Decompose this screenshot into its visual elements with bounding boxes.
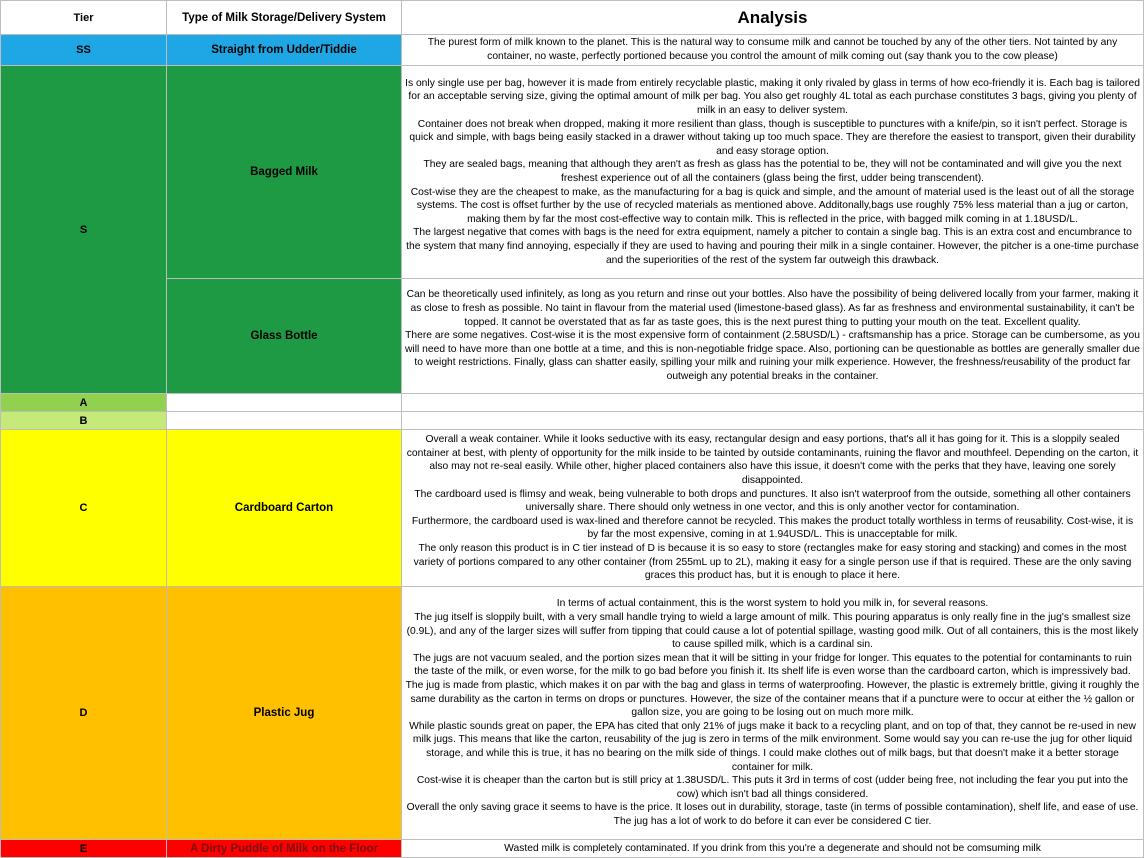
analysis-paragraph: The jug itself is sloppily built, with a very small handle trying to wield a large amount of milk. This pouring apparatus is only really fine in the jug's smallest size (0.9L), and any of the larger sizes will suffer from tipping that could cause a lot of potential spillage, wasting good milk. Out of all containers, this is the most likely to cause spilled milk, which is a cardinal sin. xyxy=(406,612,1139,651)
analysis-paragraph: Cost-wise they are the cheapest to make, as the manufacturing for a bag is quick and simple, and the amount of material used is the least out of all the storage systems. The cost is offset further by the use of recycled materials as mentioned above. Additonally,bags use roughly 75% less material than a jug or carton, making them by far the most cost-effective way to contain milk. This is reflected in the price, with bagged milk coming in at 1.18USD/L. xyxy=(410,186,1135,225)
tier-label-d: D xyxy=(1,587,167,840)
analysis-jug xyxy=(402,587,1144,840)
analysis-paragraph: The cardboard used is flimsy and weak, being vulnerable to both drops and punctures. It also isn't waterproof from the outside, something all other containers universally share. There should only wetness in one vector, and this is only another vector for contamination. xyxy=(414,488,1131,514)
analysis-udder xyxy=(402,35,1144,66)
system-name-b-empty xyxy=(167,412,402,430)
analysis-paragraph: Wasted milk is completely contaminated. If you drink from this you're a degenerate and should not be comsuming milk xyxy=(504,842,1041,854)
tier-row-a xyxy=(1,394,1144,412)
analysis-paragraph: In terms of actual containment, this is the worst system to hold you milk in, for several reasons. xyxy=(556,598,989,610)
analysis-a-empty xyxy=(402,394,1144,412)
analysis-paragraph: The jug is made from plastic, which makes it on par with the bag and glass in terms of waterproofing. However, the plastic is extremely brittle, giving it roughly the same durability as the carton in terms on drops or punctures. However, the size of the container means that if a puncture were to occur at either the ½ gallon or gallon size, you are going to be losing out on much more milk. xyxy=(405,680,1140,719)
analysis-paragraph: Cost-wise it is cheaper than the carton but is still pricy at 1.38USD/L. This puts it 3rd in terms of cost (udder being free, not including the fear you put into the cow) which isn't bad all things considered. xyxy=(416,775,1129,800)
analysis-paragraph: The purest form of milk known to the planet. This is the natural way to consume milk and cannot be touched by any of the other tiers. Not tainted by any container, no waste, perfectly portioned because you control the amount of milk coming out (say thank you to the cow please) xyxy=(427,37,1118,62)
analysis-paragraph: Overall a weak container. While it looks seductive with its easy, rectangular design and easy portions, that's all it has going for it. This is a sloppily sealed container at best, with plenty of opportunity for the milk inside to be tainted by outside contaminants, ruining the flavor and mouthfeel. Depending on the carton, it also may not re-seal easily. While other, higher placed containers also have this issue, it doesn't come with the perks that they have, leaving one sorely disappointed. xyxy=(406,434,1139,487)
analysis-puddle xyxy=(402,840,1144,858)
analysis-paragraph: Overall the only saving grace it seems to have is the price. It loses out in durability, storage, taste (in terms of possible contamination), shelf life, and ease of use. The jug has a lot of work to do before it can ever be considered C tier. xyxy=(406,802,1139,827)
tier-label-e: E xyxy=(1,840,167,858)
tier-row-d xyxy=(1,587,1144,840)
header-type: Type of Milk Storage/Delivery System xyxy=(167,1,402,35)
system-name-puddle: A Dirty Puddle of Milk on the Floor xyxy=(167,840,402,858)
analysis-carton xyxy=(402,430,1144,587)
system-name-bagged: Bagged Milk xyxy=(167,66,402,279)
analysis-paragraph: The only reason this product is in C tier instead of D is because it is so easy to store (rectangles make for easy storing and stacking) and comes in the most variety of portions compared to any other container (from 255mL up to 2L), making it easy for a single person use if that is required. These are the only saving graces this product has, but it is enough to place it here. xyxy=(413,542,1132,582)
tier-label-b: B xyxy=(1,412,167,430)
tier-label-c: C xyxy=(1,430,167,587)
tier-row-s-bagged xyxy=(1,66,1144,279)
header-row xyxy=(1,1,1144,35)
system-name-a-empty xyxy=(167,394,402,412)
analysis-paragraph: Container does not break when dropped, making it more resilient than glass, though is susceptible to punctures with a knife/pin, so it isn't perfect. Storage is quick and simple, with bags being easily stacked in a drawer without taking up too much space. They are therefore the easiest to transport, given their durability and easy storage option. xyxy=(409,118,1136,157)
system-name-udder: Straight from Udder/Tiddie xyxy=(167,35,402,66)
analysis-paragraph: While plastic sounds great on paper, the EPA has cited that only 21% of jugs make it back to a recycling plant, and on top of that, they cannot be re-used in new milk jugs. This means that like the carton, reusability of the jug is zero in terms of the milk environment. Some would say you can re-use the jug for other liquid storage, and while this is true, it has no bearing on the milk side of things. I could make clothes out of milk bags, but that doesn't make it a better storage container for milk. xyxy=(409,720,1136,773)
system-name-carton: Cardboard Carton xyxy=(167,430,402,587)
tier-row-c xyxy=(1,430,1144,587)
tier-row-ss xyxy=(1,35,1144,66)
analysis-bagged xyxy=(402,66,1144,279)
analysis-paragraph: They are sealed bags, meaning that although they aren't as fresh as glass has the potential to be, they will not be contaminated and will give you the next freshest experience out of all the containers (glass being the first, udder being transcendent). xyxy=(423,159,1122,184)
analysis-glass xyxy=(402,279,1144,394)
tier-label-s: S xyxy=(1,66,167,394)
tier-row-b xyxy=(1,412,1144,430)
analysis-b-empty xyxy=(402,412,1144,430)
analysis-paragraph: The jugs are not vacuum sealed, and the portion sizes mean that it will be sitting in your fridge for longer. This equates to the potential for contaminants to ruin the taste of the milk, or even worse, for the milk to go bad before you finish it. Its shelf life is even worse than the cardboard carton, which is impressively bad. xyxy=(413,652,1132,678)
system-name-jug: Plastic Jug xyxy=(167,587,402,840)
header-analysis: Analysis xyxy=(402,1,1144,35)
analysis-paragraph: Can be theoretically used infinitely, as long as you return and rinse out your bottles. Also have the possibility of being delivered locally from your farmer, making it as close to fresh as possible. No taint in flavour from the material used (limestone-based glass). As far as freshness and environmental sustainability, it can't be topped. It cannot be overstated that as far as taste goes, this is the next purest thing to putting your mouth on the teat. Excellent quality. xyxy=(406,289,1139,328)
tier-label-a: A xyxy=(1,394,167,412)
analysis-paragraph: The largest negative that comes with bags is the need for extra equipment, namely a pitcher to contain a single bag. This is an extra cost and encumbrance to the system that many find annoying, especially if they are used to having and pouring their milk in a single container. However, the pitcher is a one-time purchase and the superiorities of the rest of the system far outweigh this drawback. xyxy=(406,227,1139,266)
analysis-paragraph: Is only single use per bag, however it is made from entirely recyclable plastic, making it only rivaled by glass in terms of how eco-friendly it is. Each bag is tailored for an acceptable serving size, giving the optimal amount of milk per bag. You also get roughly 4L total as each purchase constitutes 3 bags, giving you plenty of milk in an easy to deliver system. xyxy=(405,77,1140,117)
tier-row-s-glass xyxy=(1,279,1144,394)
tier-row-e xyxy=(1,840,1144,858)
analysis-paragraph: Furthermore, the cardboard used is wax-lined and therefore cannot be recycled. This makes the product totally worthless in terms of reusability. Cost-wise, it is by far the most expensive, coming in at 1.94USD/L. This is unacceptable for milk. xyxy=(411,515,1134,541)
analysis-paragraph: There are some negatives. Cost-wise it is the most expensive form of containment (2.58USD/L) - craftsmanship has a price. Storage can be cumbersome, as you will need to have more than one bottle at a time, and this is non-negotiable fridge space. Also, portioning can be questionable as bottles are generally smaller due to weight restrictions. Finally, glass can shatter easily, spilling your milk and ruining your milk experience. However, the freshness/reusability of the product far outweigh any potential breaks in the container. xyxy=(405,330,1140,382)
system-name-glass: Glass Bottle xyxy=(167,279,402,394)
tier-label-ss: SS xyxy=(1,35,167,66)
header-tier: Tier xyxy=(1,1,167,35)
